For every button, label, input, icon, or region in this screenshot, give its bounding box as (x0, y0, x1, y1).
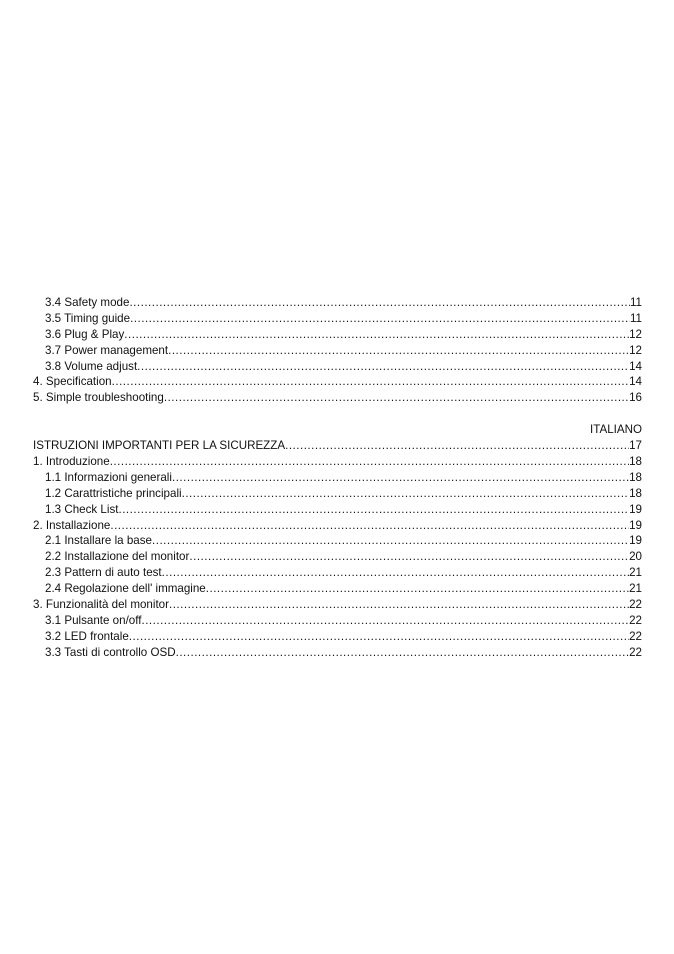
toc-entry-label: 3.8 Volume adjust (45, 359, 138, 373)
toc-entry (33, 518, 642, 534)
toc-entry (33, 502, 642, 518)
toc-entry-label: 4. Specification (33, 375, 112, 389)
toc-entry-label: ISTRUZIONI IMPORTANTI PER LA SICUREZZA (33, 439, 286, 453)
toc-entry (33, 454, 642, 470)
toc-entry-page: 14 (629, 359, 642, 373)
toc-entry (33, 343, 642, 359)
toc-entry-page: 17 (629, 439, 642, 453)
toc-leader-dots (164, 390, 629, 406)
toc-entry (33, 374, 642, 390)
toc-entry-page: 16 (629, 391, 642, 405)
toc-leader-dots (118, 502, 629, 518)
toc-entry-label: 2. Installazione (33, 518, 111, 532)
toc-entry (33, 533, 642, 549)
toc-entry-label: 3.5 Timing guide (45, 311, 131, 325)
toc-entry-page: 22 (629, 645, 642, 659)
toc-leader-dots (182, 486, 629, 502)
toc-entry-page: 19 (629, 518, 642, 532)
toc-entry-label: 3.6 Plug & Play (45, 327, 125, 341)
toc-leader-dots (162, 565, 629, 581)
toc-leader-dots (152, 533, 629, 549)
toc-entry (33, 311, 642, 327)
toc-leader-dots (206, 581, 629, 597)
toc-entry-page: 22 (629, 613, 642, 627)
toc-entry (33, 438, 642, 454)
toc-leader-dots (129, 629, 629, 645)
toc-section-italiano (33, 438, 642, 660)
toc-leader-dots (176, 645, 629, 661)
toc-leader-dots (172, 470, 629, 486)
toc-leader-dots (189, 549, 629, 565)
toc-leader-dots (112, 374, 629, 390)
toc-entry-page: 14 (629, 375, 642, 389)
toc-entry-label: 2.1 Installare la base (45, 534, 152, 548)
toc-entry-label: 3.2 LED frontale (45, 629, 129, 643)
toc-entry (33, 327, 642, 343)
toc-entry (33, 295, 642, 311)
toc-entry (33, 486, 642, 502)
toc-entry-label: 3.3 Tasti di controllo OSD (45, 645, 176, 659)
table-of-contents (33, 295, 642, 661)
toc-entry-page: 20 (629, 550, 642, 564)
toc-entry-page: 22 (629, 629, 642, 643)
toc-leader-dots (110, 454, 629, 470)
toc-leader-dots (168, 343, 629, 359)
toc-entry (33, 597, 642, 613)
toc-entry-label: 5. Simple troubleshooting (33, 391, 164, 405)
toc-leader-dots (137, 359, 629, 375)
toc-entry (33, 629, 642, 645)
toc-entry-page: 18 (629, 455, 642, 469)
toc-entry-label: 3.7 Power management (45, 343, 169, 357)
toc-entry-page: 18 (629, 486, 642, 500)
toc-entry-label: 1.2 Carattristiche principali (45, 486, 182, 500)
toc-entry-label: 1.1 Informazioni generali (45, 470, 172, 484)
toc-entry-page: 11 (629, 296, 642, 309)
toc-entry (33, 613, 642, 629)
toc-entry-label: 1.3 Check List (45, 502, 119, 516)
toc-entry-label: 2.2 Installazione del monitor (45, 550, 190, 564)
toc-entry-page: 19 (629, 502, 642, 516)
toc-leader-dots (129, 295, 630, 311)
toc-entry-page: 18 (629, 470, 642, 484)
toc-entry (33, 359, 642, 375)
toc-entry (33, 581, 642, 597)
toc-leader-dots (285, 438, 629, 454)
toc-entry-page: 22 (629, 598, 642, 612)
toc-entry-page: 19 (629, 534, 642, 548)
toc-entry (33, 390, 642, 406)
toc-entry (33, 470, 642, 486)
toc-entry-label: 3.1 Pulsante on/off (45, 613, 142, 627)
toc-section-english (33, 295, 642, 406)
toc-leader-dots (141, 613, 629, 629)
toc-leader-dots (110, 518, 629, 534)
toc-entry-page: 21 (629, 566, 642, 580)
toc-entry (33, 549, 642, 565)
toc-entry-label: 2.4 Regolazione dell' immagine (45, 582, 206, 596)
toc-entry-label: 2.3 Pattern di auto test (45, 566, 162, 580)
toc-entry (33, 565, 642, 581)
toc-entry-page: 21 (629, 582, 642, 596)
toc-entry-page: 12 (629, 327, 642, 341)
language-header: ITALIANO (590, 423, 642, 437)
toc-entry (33, 645, 642, 661)
toc-entry-label: 3.4 Safety mode (45, 296, 130, 309)
toc-entry-label: 3. Funzionalità del monitor (33, 598, 169, 612)
toc-leader-dots (169, 597, 629, 613)
toc-leader-dots (124, 327, 629, 343)
toc-entry-page: 11 (629, 311, 642, 325)
toc-entry-page: 12 (629, 343, 642, 357)
toc-leader-dots (130, 311, 630, 327)
toc-entry-label: 1. Introduzione (33, 455, 110, 469)
